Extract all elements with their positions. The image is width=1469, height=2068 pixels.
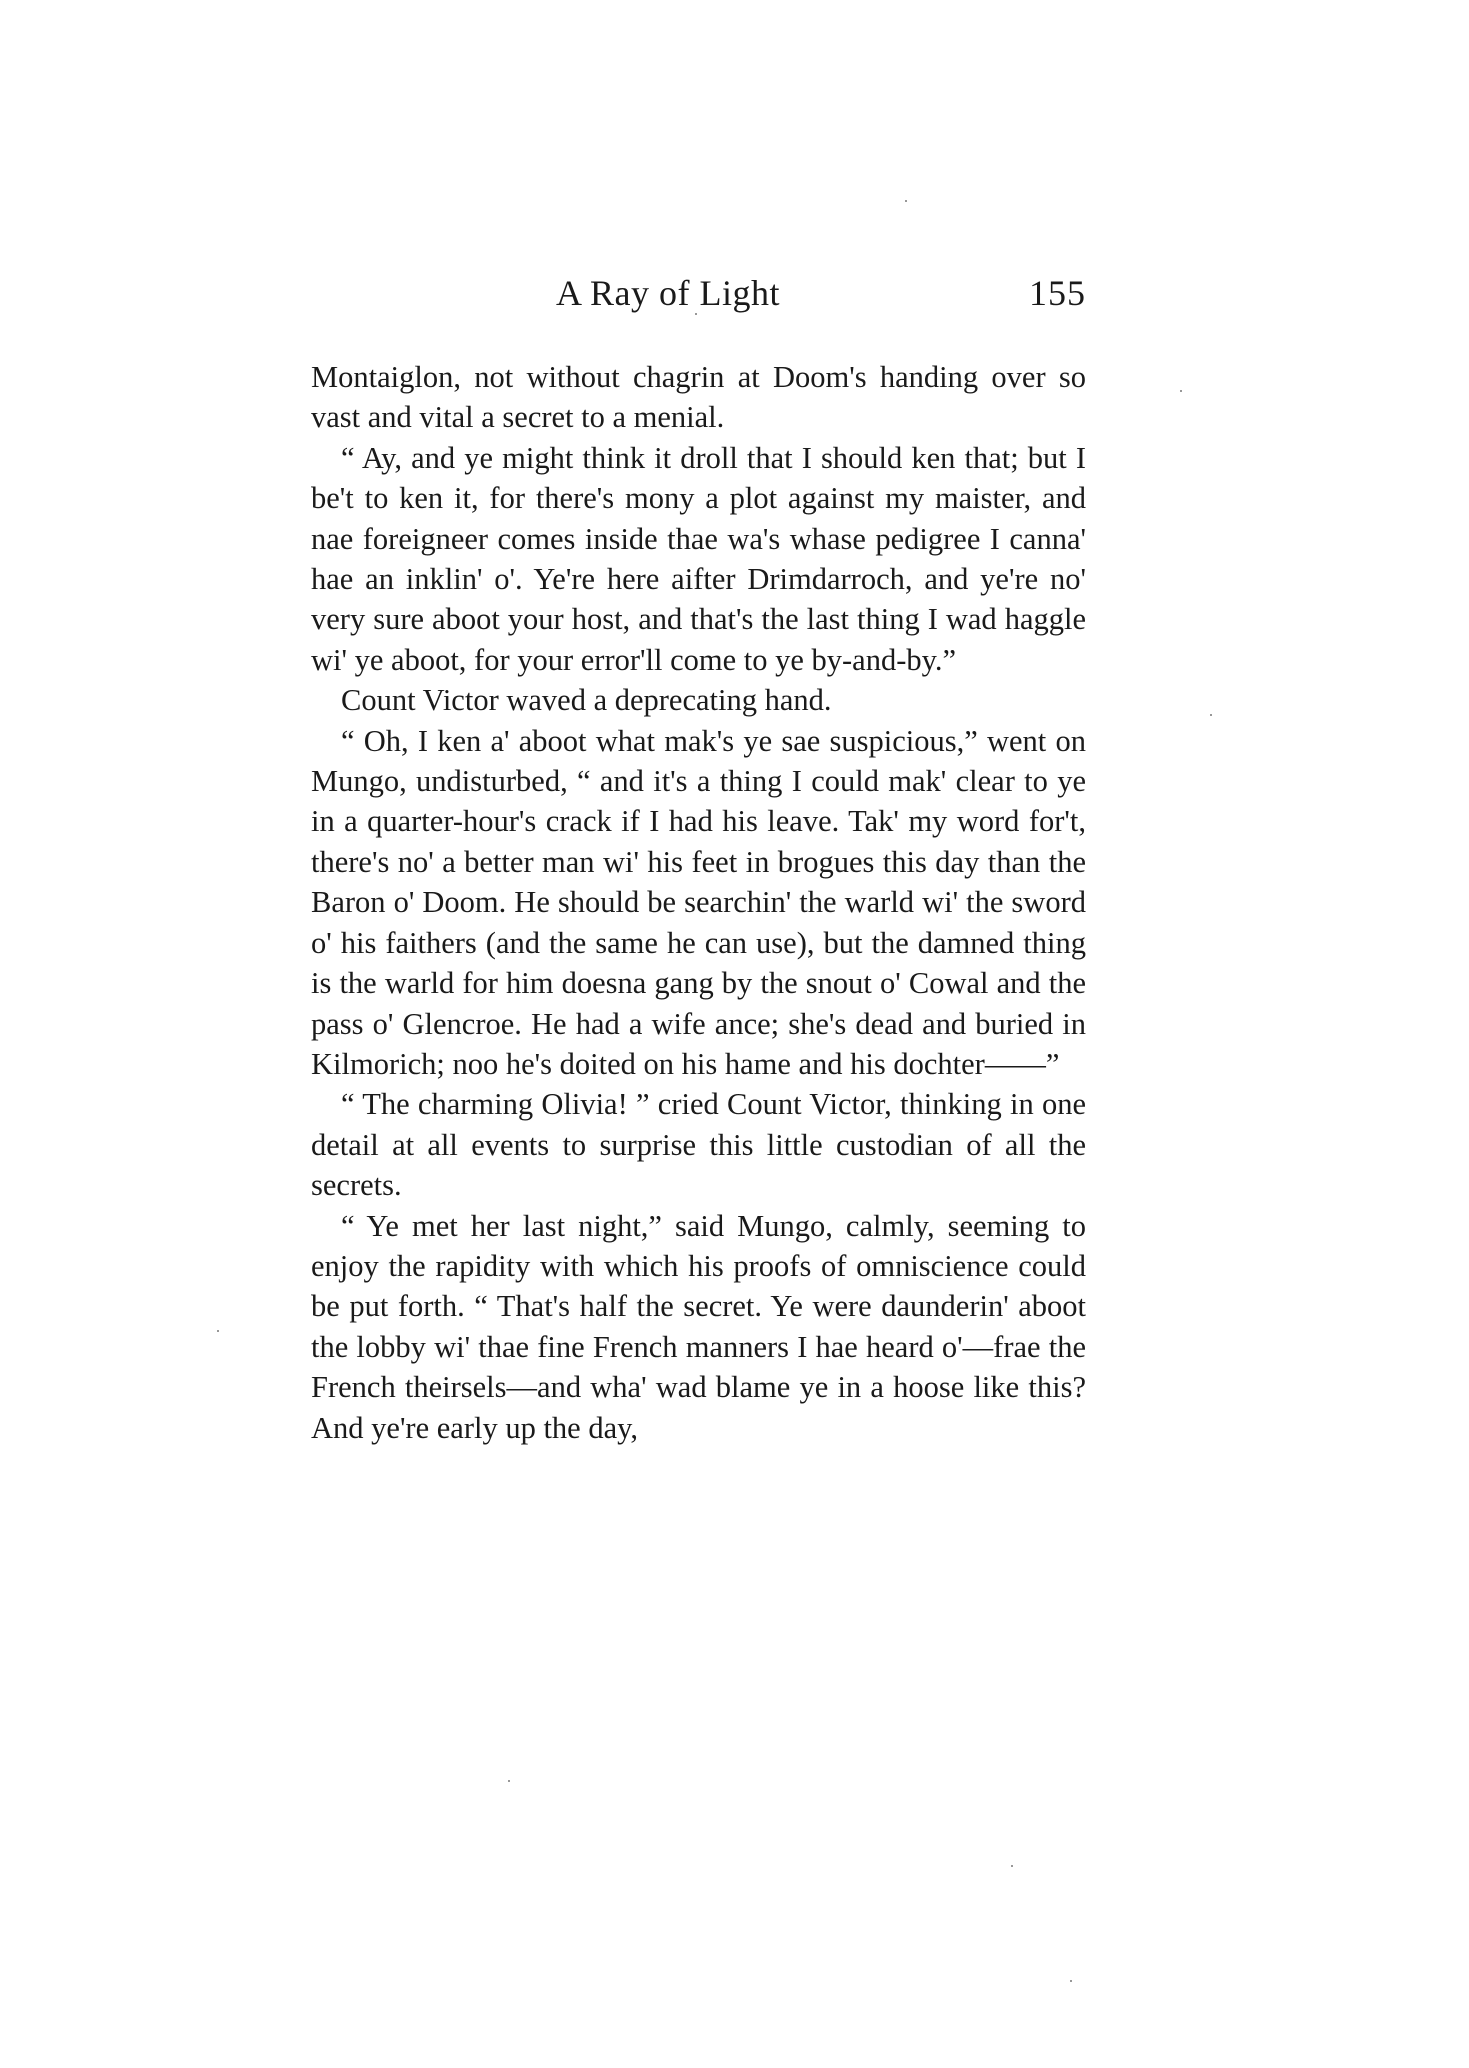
paragraph-2: “ Ay, and ye might think it droll that I should ken that; but I be't to ken it, for there's mony a plot against my maister, and nae foreigneer comes inside thae wa's whase pedigree I canna' hae an inklin' o'. Ye're here aifter Drimdarroch, and ye're no' very sure aboot your host, and that's the last thing I wad haggle wi' ye aboot, for your error'll come to ye by-and-by.” <box>311 440 1086 677</box>
paper-speck <box>1011 1865 1013 1867</box>
paragraph-4: “ Oh, I ken a' aboot what mak's ye sae suspicious,” went on Mungo, undisturbed, “ and it's a thing I could mak' clear to ye in a quarter-hour's crack if I had his leave. Tak' my word for't, there's no' a better man wi' his feet in brogues this day than the Baron o' Doom. He should be searchin' the warld wi' the sword o' his faithers (and the same he can use), but the damned thing is the warld for him doesna gang by the snout o' Cowal and the pass o' Glencroe. He had a wife ance; she's dead and buried in Kilmorich; noo he's doited on his hame and his dochter——” <box>311 723 1086 1081</box>
body-text <box>311 357 1086 1448</box>
paper-speck <box>1180 390 1182 392</box>
paragraph-5: “ The charming Olivia! ” cried Count Victor, thinking in one detail at all events to surprise this little custodian of all the secrets. <box>311 1087 1086 1203</box>
paper-speck <box>695 313 697 315</box>
paper-speck <box>1210 714 1212 716</box>
paragraph-3: Count Victor waved a deprecating hand. <box>341 683 832 718</box>
chapter-title: A Ray of Light <box>556 273 780 313</box>
paper-speck <box>1070 1980 1072 1982</box>
paper-speck <box>217 1330 219 1332</box>
paper-speck <box>905 200 907 202</box>
page-number: 155 <box>1029 273 1086 313</box>
paragraph-6: “ Ye met her last night,” said Mungo, calmly, seeming to enjoy the rapidity with which his proofs of omniscience could be put forth. “ That's half the secret. Ye were daunderin' aboot the lobby wi' thae fine French manners I hae heard o'—frae the French theirsels—and wha' wad blame ye in a hoose like this? And ye're early up the day, <box>311 1208 1086 1445</box>
paper-speck <box>508 1780 510 1782</box>
paragraph-1: Montaiglon, not without chagrin at Doom's handing over so vast and vital a secret to a menial. <box>311 360 1086 435</box>
running-head <box>311 270 1086 320</box>
